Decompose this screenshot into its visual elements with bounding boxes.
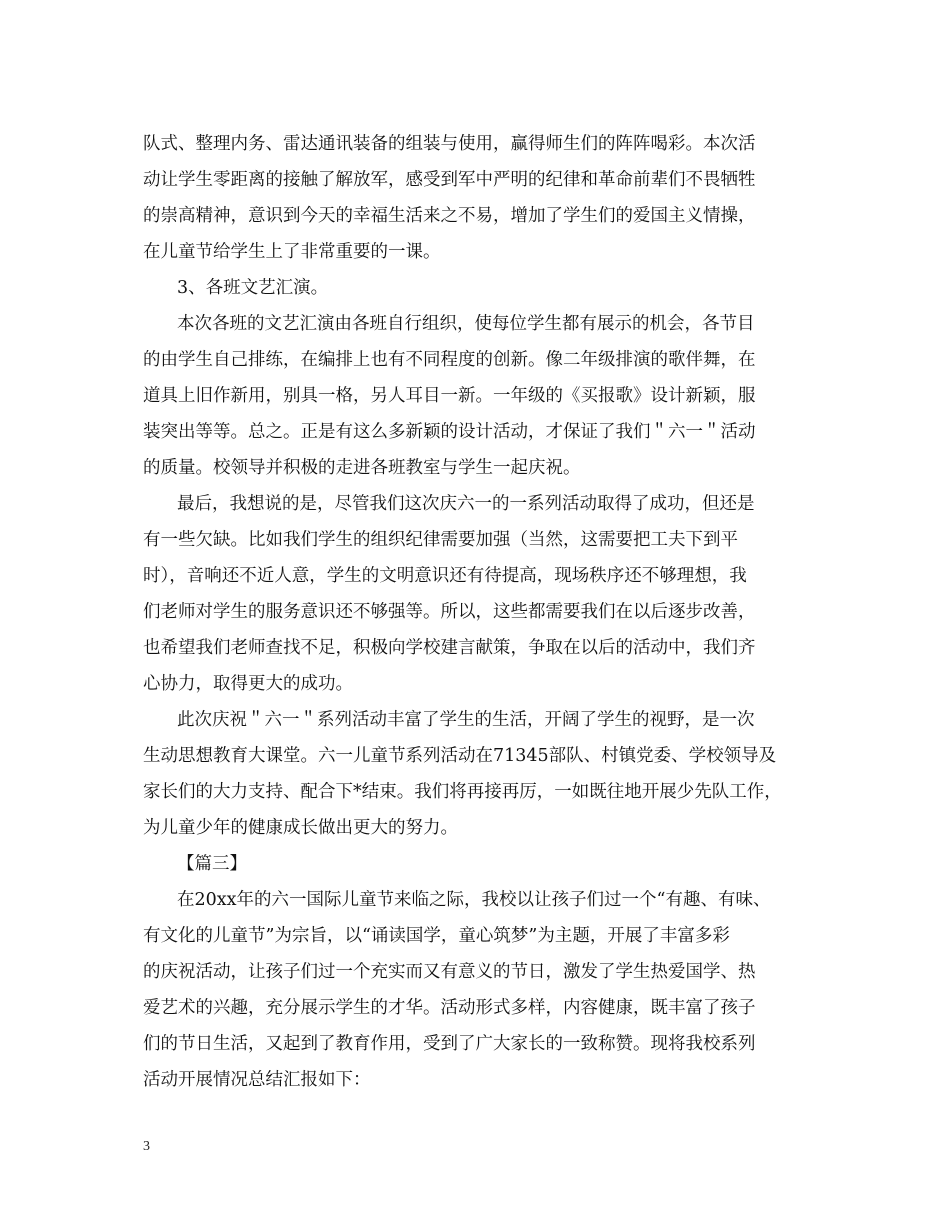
paragraph-start: 在20xx年的六一国际儿童节来临之际，我校以让孩子们过一个“有趣、有味、 bbox=[177, 890, 771, 910]
text-line: 活动开展情况总结汇报如下： bbox=[143, 1070, 371, 1090]
text-line: 装突出等等。总之。正是有这么多新颖的设计活动，才保证了我们＂六一＂活动 bbox=[143, 422, 756, 442]
text-line: 有一些欠缺。比如我们学生的组织纪律需要加强（当然，这需要把工夫下到平 bbox=[143, 530, 738, 550]
paragraph-start: 最后，我想说的是，尽管我们这次庆六一的一系列活动取得了成功，但还是 bbox=[177, 494, 755, 514]
text-line: 队式、整理内务、雷达通讯装备的组装与使用，赢得师生们的阵阵喝彩。本次活 bbox=[143, 134, 756, 154]
text-line: 在儿童节给学生上了非常重要的一课。 bbox=[143, 242, 441, 262]
text-line: 们的节日生活，又起到了教育作用，受到了广大家长的一致称赞。现将我校系列 bbox=[143, 1034, 756, 1054]
page-number: 3 bbox=[143, 1139, 150, 1154]
text-line: 们老师对学生的服务意识还不够强等。所以，这些都需要我们在以后逐步改善， bbox=[143, 602, 756, 622]
text-line: 生动思想教育大课堂。六一儿童节系列活动在71345部队、村镇党委、学校领导及 bbox=[143, 746, 777, 766]
section-heading: 3、各班文艺汇演。 bbox=[177, 278, 329, 298]
text-line: 也希望我们老师查找不足，积极向学校建言献策，争取在以后的活动中，我们齐 bbox=[143, 638, 756, 658]
text-line: 为儿童少年的健康成长做出更大的努力。 bbox=[143, 818, 458, 838]
text-line: 的由学生自己排练，在编排上也有不同程度的创新。像二年级排演的歌伴舞，在 bbox=[143, 350, 756, 370]
paragraph-start: 此次庆祝＂六一＂系列活动丰富了学生的生活，开阔了学生的视野，是一次 bbox=[177, 710, 755, 730]
text-line: 家长们的大力支持、配合下*结束。我们将再接再厉，一如既往地开展少先队工作， bbox=[143, 782, 782, 802]
paragraph-start: 本次各班的文艺汇演由各班自行组织，使每位学生都有展示的机会，各节目 bbox=[177, 314, 755, 334]
text-line: 爱艺术的兴趣，充分展示学生的才华。活动形式多样，内容健康，既丰富了孩子 bbox=[143, 998, 756, 1018]
text-line: 心协力，取得更大的成功。 bbox=[143, 674, 353, 694]
text-line: 有文化的儿童节”为宗旨，以“诵读国学，童心筑梦”为主题，开展了丰富多彩 bbox=[143, 926, 730, 946]
text-line: 的庆祝活动，让孩子们过一个充实而又有意义的节日，激发了学生热爱国学、热 bbox=[143, 962, 756, 982]
text-line: 时），音响还不近人意，学生的文明意识还有待提高，现场秩序还不够理想，我 bbox=[143, 566, 747, 586]
section-title: 【篇三】 bbox=[177, 854, 247, 874]
text-line: 道具上旧作新用，别具一格，另人耳目一新。一年级的《买报歌》设计新颖，服 bbox=[143, 386, 756, 406]
text-line: 动让学生零距离的接触了解放军，感受到军中严明的纪律和革命前辈们不畏牺牲 bbox=[143, 170, 756, 190]
text-line: 的质量。校领导并积极的走进各班教室与学生一起庆祝。 bbox=[143, 458, 581, 478]
text-line: 的崇高精神，意识到今天的幸福生活来之不易，增加了学生们的爱国主义情操， bbox=[143, 206, 756, 226]
